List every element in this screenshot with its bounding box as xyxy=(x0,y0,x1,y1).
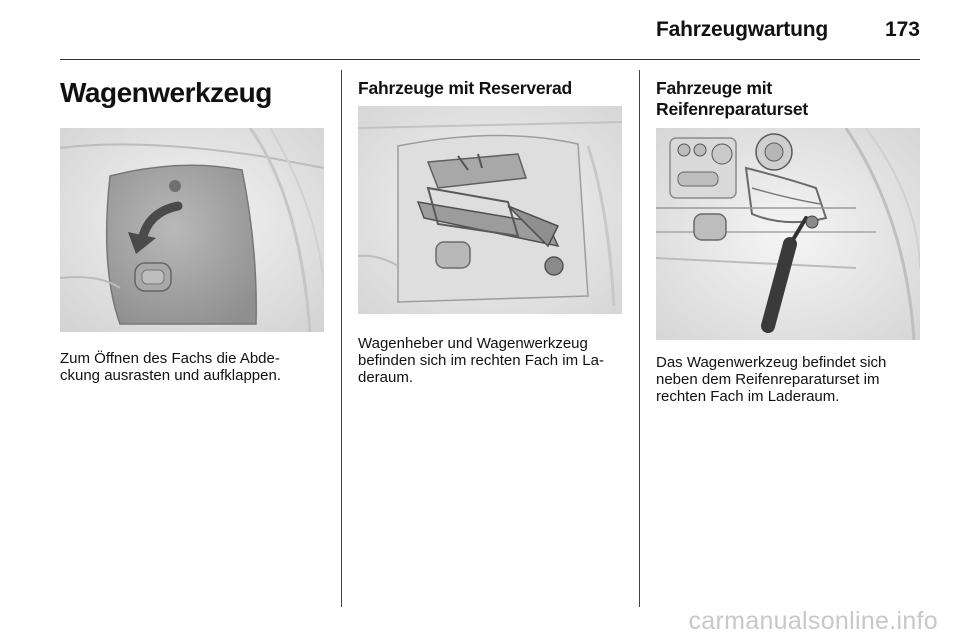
caption-line: befinden sich im rechten Fach im La- xyxy=(358,352,604,369)
column-reifenreparaturset xyxy=(656,70,922,120)
column-wagenwerkzeug xyxy=(60,70,326,110)
caption-reserverad xyxy=(358,335,624,386)
caption-line: Zum Öffnen des Fachs die Abde- xyxy=(60,350,280,367)
header-rule xyxy=(60,59,920,60)
page-header xyxy=(60,18,920,60)
caption-wagenwerkzeug xyxy=(60,350,326,384)
illustration-screwdriver-repair-kit xyxy=(656,128,920,340)
caption-line: Wagenheber und Wagenwerkzeug xyxy=(358,335,588,352)
caption-line: ckung ausrasten und aufklappen. xyxy=(60,367,281,384)
subtitle-line: Fahrzeuge mit xyxy=(656,78,773,98)
caption-line: Das Wagenwerkzeug befindet sich xyxy=(656,354,887,371)
caption-line: deraum. xyxy=(358,369,414,386)
page-number: 173 xyxy=(884,18,920,41)
section-subtitle: Fahrzeuge mit Reserverad xyxy=(358,78,573,98)
subtitle-line: Reifenreparaturset xyxy=(656,99,809,119)
caption-line: neben dem Reifenreparaturset im xyxy=(656,371,880,388)
section-title: Wagenwerkzeug xyxy=(60,77,272,108)
section-subtitle xyxy=(656,78,922,120)
caption-reifenreparaturset xyxy=(656,354,922,405)
column-divider xyxy=(639,70,640,607)
column-reserverad xyxy=(358,70,624,99)
header-section-title: Fahrzeugwartung xyxy=(655,18,828,41)
caption-line: rechten Fach im Laderaum. xyxy=(656,388,840,405)
illustration-jack-and-tools xyxy=(358,106,622,314)
column-divider xyxy=(341,70,342,607)
illustration-cover-panel xyxy=(60,128,324,332)
site-watermark: carmanualsonline.info xyxy=(688,607,938,635)
